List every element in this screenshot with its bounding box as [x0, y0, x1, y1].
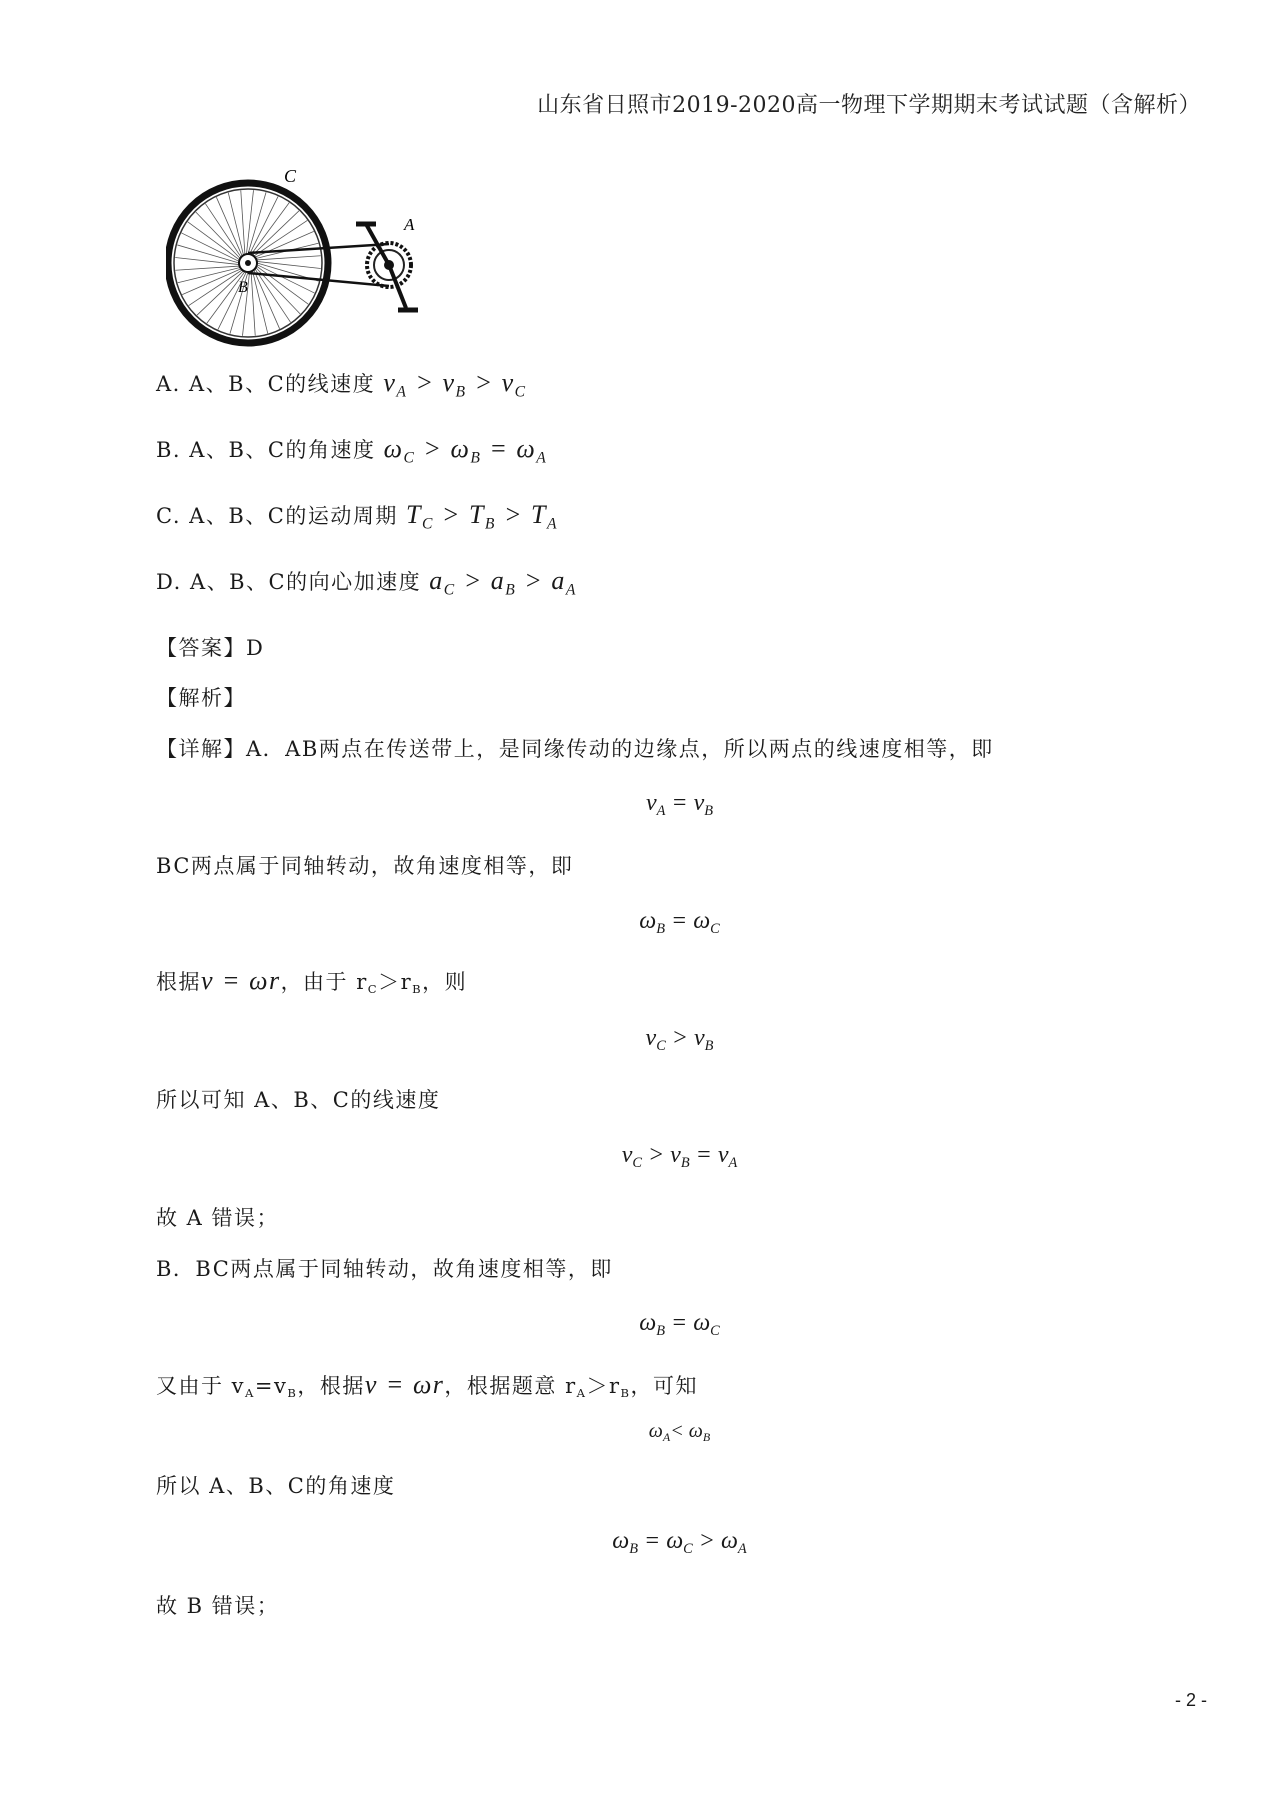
spoke	[253, 211, 300, 255]
label-b: B	[238, 279, 248, 296]
spoke	[256, 266, 308, 304]
detail-line-9: 故 B 错误；	[156, 1594, 280, 1618]
equation-6: $\omega_A< \omega_B$	[648, 1420, 711, 1445]
spoke	[205, 204, 241, 258]
detail-line-6: B．BC两点属于同轴转动，故角速度相等，即	[156, 1257, 613, 1281]
option-d: D. A、B、C的向心加速度 $a_C > a_B > a_A$	[156, 566, 577, 599]
label-a: A	[404, 215, 415, 234]
spoke	[257, 261, 321, 268]
label-c: C	[284, 166, 297, 186]
rear-wheel	[168, 183, 328, 343]
chain	[248, 244, 389, 286]
analysis-title: 【解析】	[156, 686, 246, 710]
bicycle-wheel-figure	[166, 160, 436, 350]
option-a: A. A、B、C的线速度 $v_A > v_B > v_C$	[156, 368, 527, 401]
spoke	[250, 196, 279, 254]
answer: 【答案】D	[156, 636, 265, 660]
spoke	[189, 270, 243, 306]
chainring	[356, 224, 418, 310]
detail-line-2: BC两点属于同轴转动，故角速度相等，即	[156, 854, 574, 878]
equation-5: $\omega_B = \omega_C$	[639, 1310, 720, 1340]
spoke	[246, 190, 253, 254]
spoke	[197, 271, 244, 315]
equation-4: $v_C > v_B = v_A$	[621, 1142, 738, 1172]
detail-line-5: 故 A 错误；	[156, 1206, 280, 1230]
detail-line-1: 【详解】A．AB两点在传送带上，是同缘传动的边缘点，所以两点的线速度相等，即	[156, 737, 994, 761]
equation-3: $v_C > v_B$	[645, 1025, 714, 1055]
detail-line-3: 根据v = ωr，由于 $r_C>r_B$，则	[156, 966, 468, 997]
equation-1: $v_A = v_B$	[645, 790, 714, 820]
spoke	[196, 212, 240, 259]
spoke	[188, 222, 240, 260]
equation-7: $\omega_B = \omega_C > \omega_A$	[612, 1528, 747, 1558]
option-b: B. A、B、C的角速度 $\omega_C > \omega_B = \omega_A$	[156, 434, 548, 467]
spoke	[175, 257, 239, 264]
page-header: 山东省日照市2019-2020高一物理下学期期末考试试题（含解析）	[537, 93, 1201, 118]
option-c: C. A、B、C的运动周期 $T_C > T_B > T_A$	[156, 500, 558, 533]
detail-line-4: 所以可知 A、B、C的线速度	[156, 1088, 441, 1112]
spoke	[251, 203, 289, 255]
detail-line-7: 又由于 $v_A=v_B$，根据v = ωr，根据题意 $r_A>r_B$，可知	[156, 1370, 699, 1401]
spoke	[181, 233, 239, 262]
detail-line-8: 所以 A、B、C的角速度	[156, 1474, 396, 1498]
equation-2: $\omega_B = \omega_C$	[639, 908, 720, 938]
page-number: - 2 -	[1174, 1690, 1207, 1710]
